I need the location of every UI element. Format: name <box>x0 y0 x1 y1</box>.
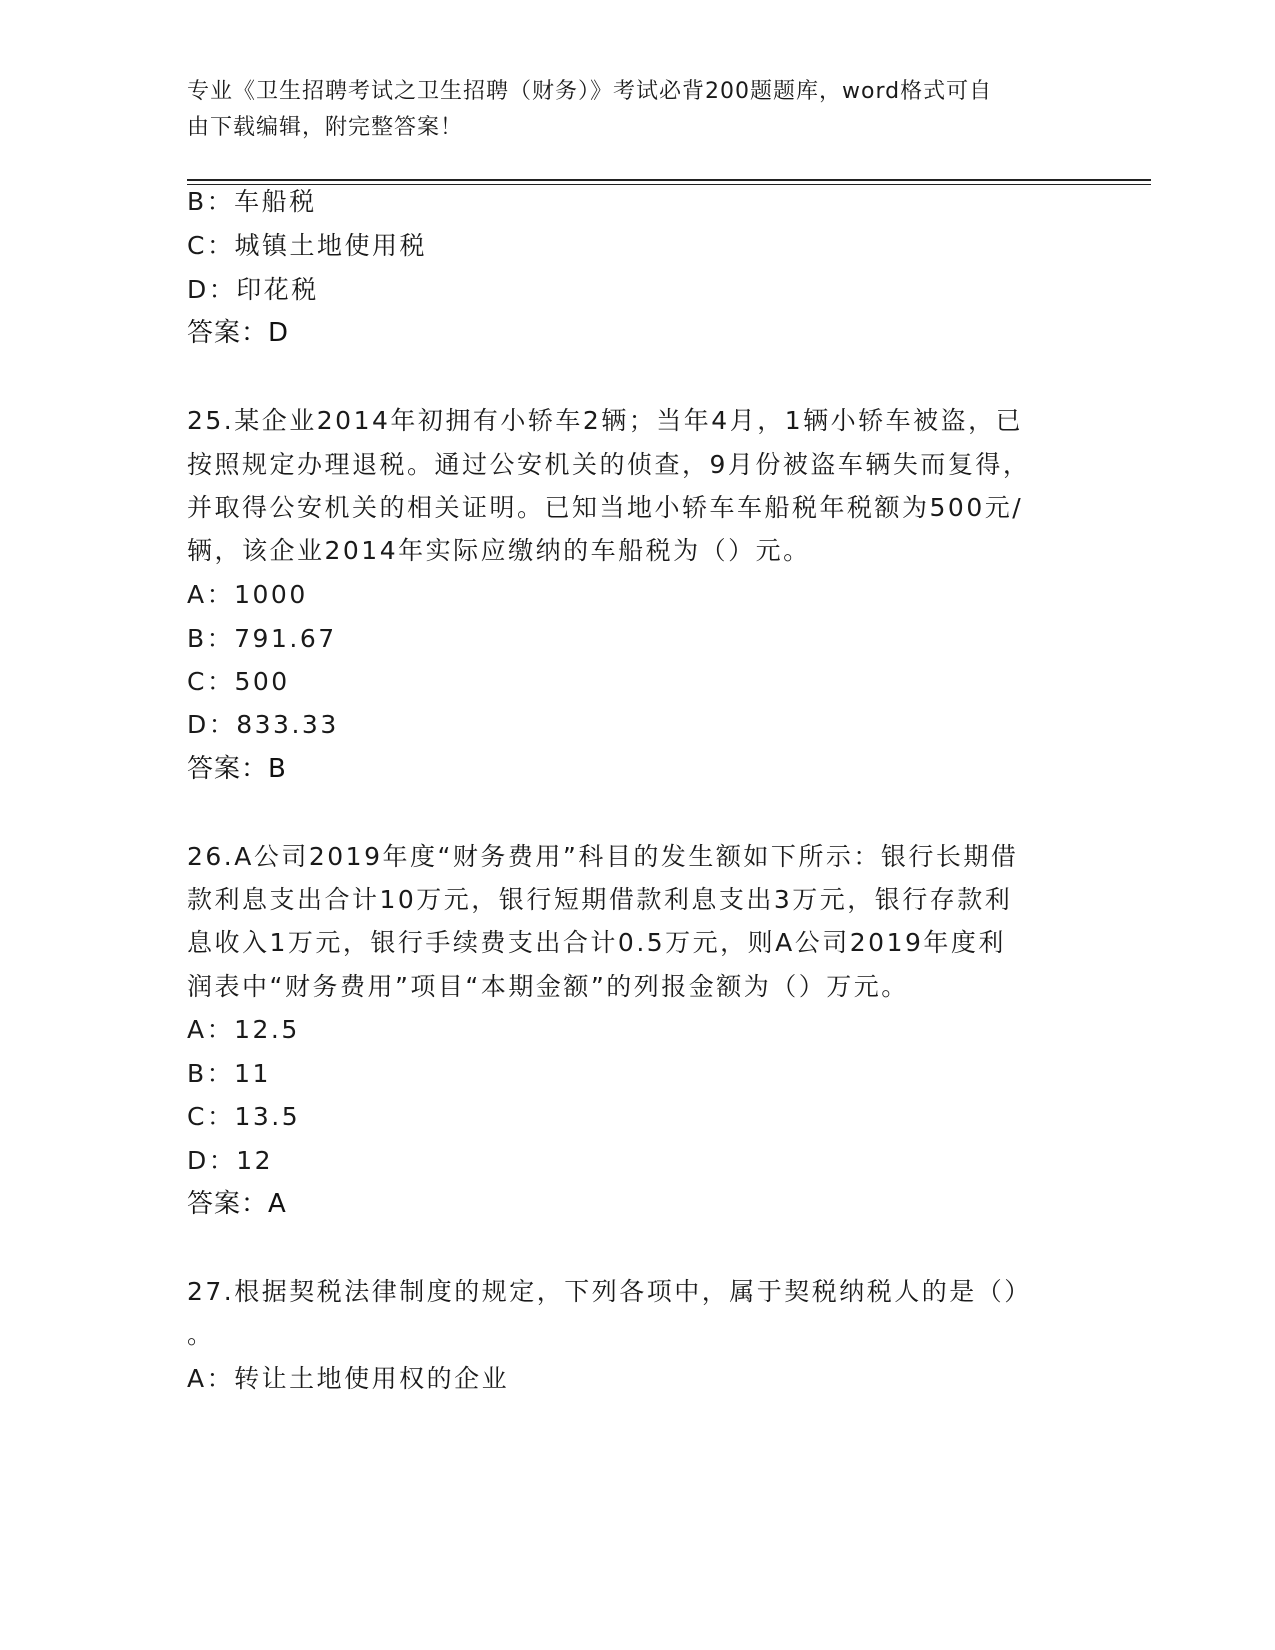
header-divider-thin <box>187 184 1151 185</box>
q25-stem-line-3: 并取得公安机关的相关证明。已知当地小轿车车船税年税额为500元/ <box>187 493 1024 522</box>
q26-stem-line-1: 26.A公司2019年度“财务费用”科目的发生额如下所示：银行长期借 <box>187 842 1019 871</box>
q25-stem-line-2: 按照规定办理退税。通过公安机关的侦查，9月份被盗车辆失而复得， <box>187 450 1031 479</box>
q25-option-a: A：1000 <box>187 580 308 609</box>
q27-option-a: A：转让土地使用权的企业 <box>187 1364 510 1393</box>
header-line-1: 专业《卫生招聘考试之卫生招聘（财务）》考试必背200题题库，word格式可自 <box>187 79 993 104</box>
q26-option-c: C：13.5 <box>187 1102 301 1131</box>
q26-stem-line-4: 润表中“财务费用”项目“本期金额”的列报金额为（）万元。 <box>187 972 909 1001</box>
q27-stem-line-2: 。 <box>187 1320 215 1349</box>
q26-option-b: B：11 <box>187 1059 271 1088</box>
q26-answer: 答案：A <box>187 1189 287 1219</box>
q24-option-d: D：印花税 <box>187 275 319 304</box>
q26-option-a: A：12.5 <box>187 1015 300 1044</box>
q26-stem-line-3: 息收入1万元，银行手续费支出合计0.5万元，则A公司2019年度利 <box>187 928 1006 957</box>
q25-answer: 答案：B <box>187 754 287 784</box>
q26-option-d: D：12 <box>187 1146 274 1175</box>
q27-stem-line-1: 27.根据契税法律制度的规定，下列各项中，属于契税纳税人的是（） <box>187 1277 1032 1306</box>
q25-stem-line-4: 辆，该企业2014年实际应缴纳的车船税为（）元。 <box>187 536 811 565</box>
q25-option-b: B：791.67 <box>187 624 337 653</box>
q24-option-c: C：城镇土地使用税 <box>187 231 427 260</box>
q24-option-b: B：车船税 <box>187 187 317 216</box>
q26-stem-line-2: 款利息支出合计10万元，银行短期借款利息支出3万元，银行存款利 <box>187 885 1013 914</box>
q24-answer: 答案：D <box>187 318 290 348</box>
header-line-2: 由下载编辑，附完整答案！ <box>187 115 464 140</box>
q25-option-d: D：833.33 <box>187 710 339 739</box>
q25-option-c: C：500 <box>187 667 290 696</box>
document-header <box>187 74 1087 146</box>
header-divider-thick <box>187 179 1151 181</box>
q25-stem-line-1: 25.某企业2014年初拥有小轿车2辆；当年4月，1辆小轿车被盗，已 <box>187 406 1024 435</box>
